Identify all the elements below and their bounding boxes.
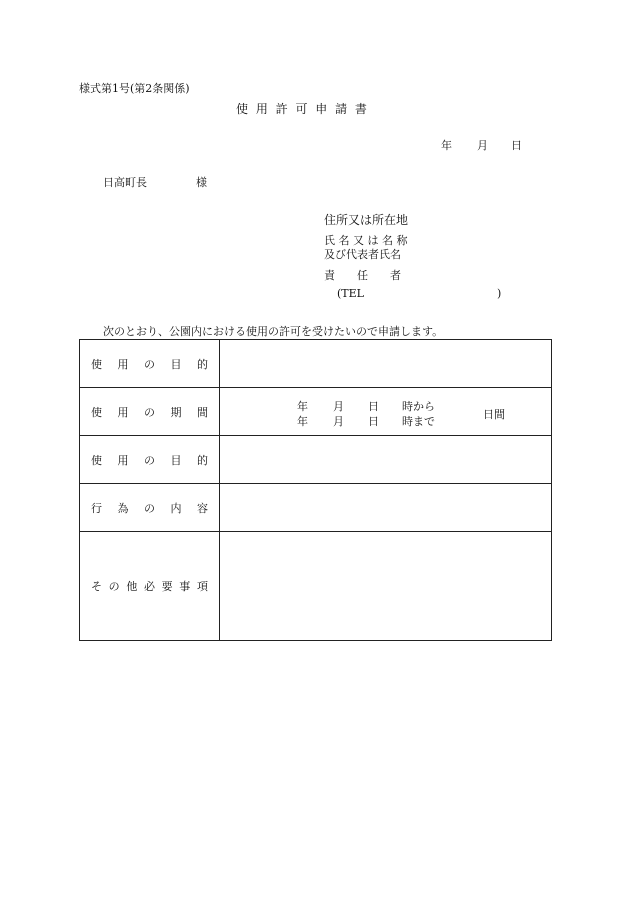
row-label: 行 為 の 内 容 <box>80 484 220 532</box>
addressee-honorific: 様 <box>196 176 207 189</box>
activity-content-field[interactable] <box>220 484 552 532</box>
table-row <box>80 532 552 641</box>
date-day: 日 <box>511 139 522 152</box>
row-label: 使 用 の 目 的 <box>80 340 220 388</box>
tel-open: (TEL <box>337 287 364 300</box>
date-year: 年 <box>441 139 452 152</box>
form-number: 様式第1号(第2条関係) <box>79 82 190 95</box>
row-label: そ の 他 必 要 事 項 <box>80 532 220 641</box>
period-field[interactable] <box>220 388 552 436</box>
other-matters-field[interactable] <box>220 532 552 641</box>
table-row <box>80 340 552 388</box>
table-row <box>80 484 552 532</box>
tel-close: ) <box>497 287 502 300</box>
row-label: 使 用 の 期 間 <box>80 388 220 436</box>
period-days-label: 日間 <box>483 407 505 421</box>
date-month: 月 <box>477 139 488 152</box>
intro-text: 次のとおり、公園内における使用の許可を受けたいので申請します。 <box>103 325 444 338</box>
addressee-name: 日高町長 <box>103 176 147 189</box>
table-row <box>80 436 552 484</box>
name-label-line1: 氏 名 又 は 名 称 <box>324 234 408 247</box>
row-label: 使 用 の 目 的 <box>80 436 220 484</box>
name-label-line2: 及び代表者氏名 <box>324 248 401 261</box>
purpose-field[interactable] <box>220 340 552 388</box>
purpose-field-2[interactable] <box>220 436 552 484</box>
document-title: 使 用 許 可 申 請 書 <box>236 102 369 116</box>
table-row <box>80 388 552 436</box>
responsible-label: 責 任 者 <box>324 269 401 282</box>
period-end: 年 月 日 時まで <box>297 414 435 428</box>
period-start: 年 月 日 時から <box>297 399 435 413</box>
application-table <box>79 339 552 641</box>
address-label: 住所又は所在地 <box>324 213 409 227</box>
